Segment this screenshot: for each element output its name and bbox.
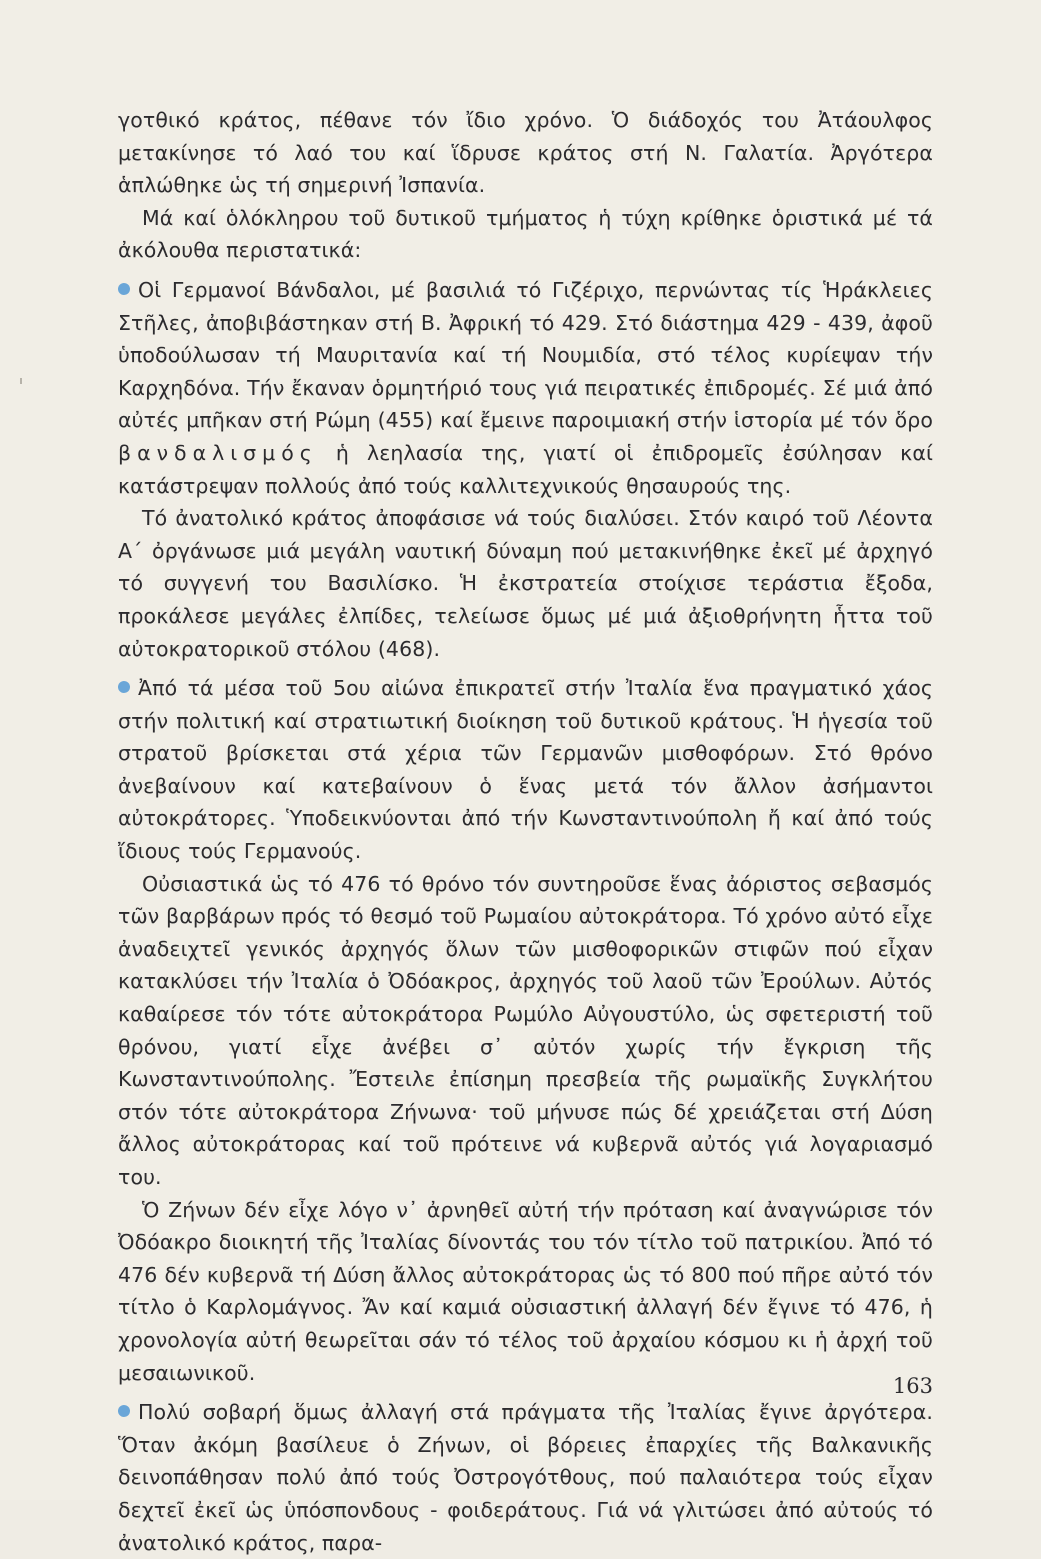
bullet-icon [118,283,130,295]
paragraph-3-text: Οἱ Γερμανοί Βάνδαλοι, μέ βασιλιά τό Γιζέριχο, περνώντας τίς Ἡράκλειες Στῆλες, ἀποβιβάστηκαν στή Β. Ἀφρική τό 429. Στό διάστημα 429 - 439, ἀφοῦ ὑποδούλωσαν τή Μαυριτανία καί τή Νουμιδία, στό τέλος κυρίεψαν τήν Καρχηδόνα. Τήν ἔκαναν ὁρμητήριό τους γιά πειρατικές ἐπιδρομές. Σέ μιά ἀπό αὐτές μπῆκαν στή Ρώμη (455) καί ἔμεινε παροιμιακή στήν ἱστορία μέ τόν ὅρο [118,277,933,433]
paragraph-2: Μά καί ὁλόκληρου τοῦ δυτικοῦ τμήματος ἡ τύχη κρίθηκε ὁριστικά μέ τά ἀκόλουθα περιστατικά: [118,205,933,263]
bullet-icon [118,681,130,693]
paragraph-6: Οὐσιαστικά ὡς τό 476 τό θρόνο τόν συντηροῦσε ἕνας ἀόριστος σεβασμός τῶν βαρβάρων πρός τό θεσμό τοῦ Ρωμαίου αὐτοκράτορα. Τό χρόνο αὐτό εἶχε ἀναδειχτεῖ γενικός ἀρχηγός ὅλων τῶν μισθοφορικῶν στιφῶν πού εἶχαν κατακλύσει τήν Ἰταλία ὁ Ὀδόακρος, ἀρχηγός τοῦ λαοῦ τῶν Ἐρούλων. Αὐτός καθαίρεσε τόν τότε αὐτοκράτορα Ρωμύλο Αὐγουστύλο, ὡς σφετεριστή τοῦ θρόνου, γιατί εἶχε ἀνέβει σ᾽ αὐτόν χωρίς τήν ἔγκριση τῆς Κωνσταντινούπολης. Ἔστειλε ἐπίσημη πρεσβεία τῆς ρωμαϊκῆς Συγκλήτου στόν τότε αὐτοκράτορα Ζήνωνα· τοῦ μήνυσε πώς δέ χρειάζεται στή Δύση ἄλλος αὐτοκράτορας καί τοῦ πρότεινε νά κυβερνᾶ αὐτός γιά λογαριασμό του. [118,871,933,1189]
spaced-term: βανδαλισμός [118,440,318,465]
paragraph-4: Τό ἀνατολικό κράτος ἀποφάσισε νά τούς διαλύσει. Στόν καιρό τοῦ Λέοντα Α΄ ὀργάνωσε μιά μεγάλη ναυτική δύναμη πού μετακινήθηκε ἐκεῖ μέ ἀρχηγό τό συγγενή του Βασιλίσκο. Ἡ ἐκστρατεία στοίχισε τεράστια ἔξοδα, προκάλεσε μεγάλες ἐλπίδες, τελείωσε ὅμως μέ μιά ἀξιοθρήνητη ἧττα τοῦ αὐτοκρατορικοῦ στόλου (468). [118,506,933,661]
margin-mark [20,378,22,384]
paragraph-8 [118,1396,933,1559]
paragraph-1: γοτθικό κράτος, πέθανε τόν ἴδιο χρόνο. Ὁ διάδοχός του Ἀτάουλφος μετακίνησε τό λαό του καί ἵδρυσε κράτος στή Ν. Γαλατία. Ἀργότερα ἁπλώθηκε ὡς τή σημερινή Ἰσπανία. [118,108,933,198]
paragraph-5 [118,672,933,868]
bullet-icon [118,1405,130,1417]
paragraph-3 [118,274,933,502]
paragraph-8-text: Πολύ σοβαρή ὅμως ἀλλαγή στά πράγματα τῆς Ἰταλίας ἔγινε ἀργότερα. Ὅταν ἀκόμη βασίλευε ὁ Ζήνων, οἱ βόρειες ἐπαρχίες τῆς Βαλκανικῆς δεινοπάθησαν πολύ ἀπό τούς Ὀστρογότθους, πού παλαιότερα τούς εἶχαν δεχτεῖ ἐκεῖ ὡς ὑπόσπονδους - φοιδεράτους. Γιά νά γλιτώσει ἀπό αὐτούς τό ἀνατολικό κράτος, παρα- [118,1400,933,1555]
body-text [118,104,933,1559]
paragraph-5-text: Ἀπό τά μέσα τοῦ 5ου αἰώνα ἐπικρατεῖ στήν Ἰταλία ἕνα πραγματικό χάος στήν πολιτική καί στρατιωτική διοίκηση τοῦ δυτικοῦ κράτους. Ἡ ἡγεσία τοῦ στρατοῦ βρίσκεται στά χέρια τῶν Γερμανῶν μισθοφόρων. Στό θρόνο ἀνεβαίνουν καί κατεβαίνουν ὁ ἕνας μετά τόν ἄλλον ἀσήμαντοι αὐτοκράτορες. Ὑποδεικνύονται ἀπό τήν Κωνσταντινούπολη ἤ καί ἀπό τούς ἴδιους τούς Γερμανούς. [118,676,933,864]
paragraph-3-tail: ἡ λεηλασία της, γιατί οἱ ἐπιδρομεῖς ἐσύλησαν καί κατάστρεψαν πολλούς ἀπό τούς καλλιτεχνικούς θησαυρούς της. [118,440,933,498]
page-number: 163 [892,1374,933,1398]
paragraph-7: Ὁ Ζήνων δέν εἶχε λόγο ν᾽ ἀρνηθεῖ αὐτή τήν πρόταση καί ἀναγνώρισε τόν Ὀδόακρο διοικητή τῆς Ἰταλίας δίνοντάς του τόν τίτλο τοῦ πατρικίου. Ἀπό τό 476 δέν κυβερνᾶ τή Δύση ἄλλος αὐτοκράτορας ὡς τό 800 πού πῆρε αὐτό τόν τίτλο ὁ Καρλομάγνος. Ἄν καί καμιά οὐσιαστική ἀλλαγή δέν ἔγινε τό 476, ἡ χρονολογία αὐτή θεωρεῖται σάν τό τέλος τοῦ ἀρχαίου κόσμου κι ἡ ἀρχή τοῦ μεσαιωνικοῦ. [118,1197,933,1385]
